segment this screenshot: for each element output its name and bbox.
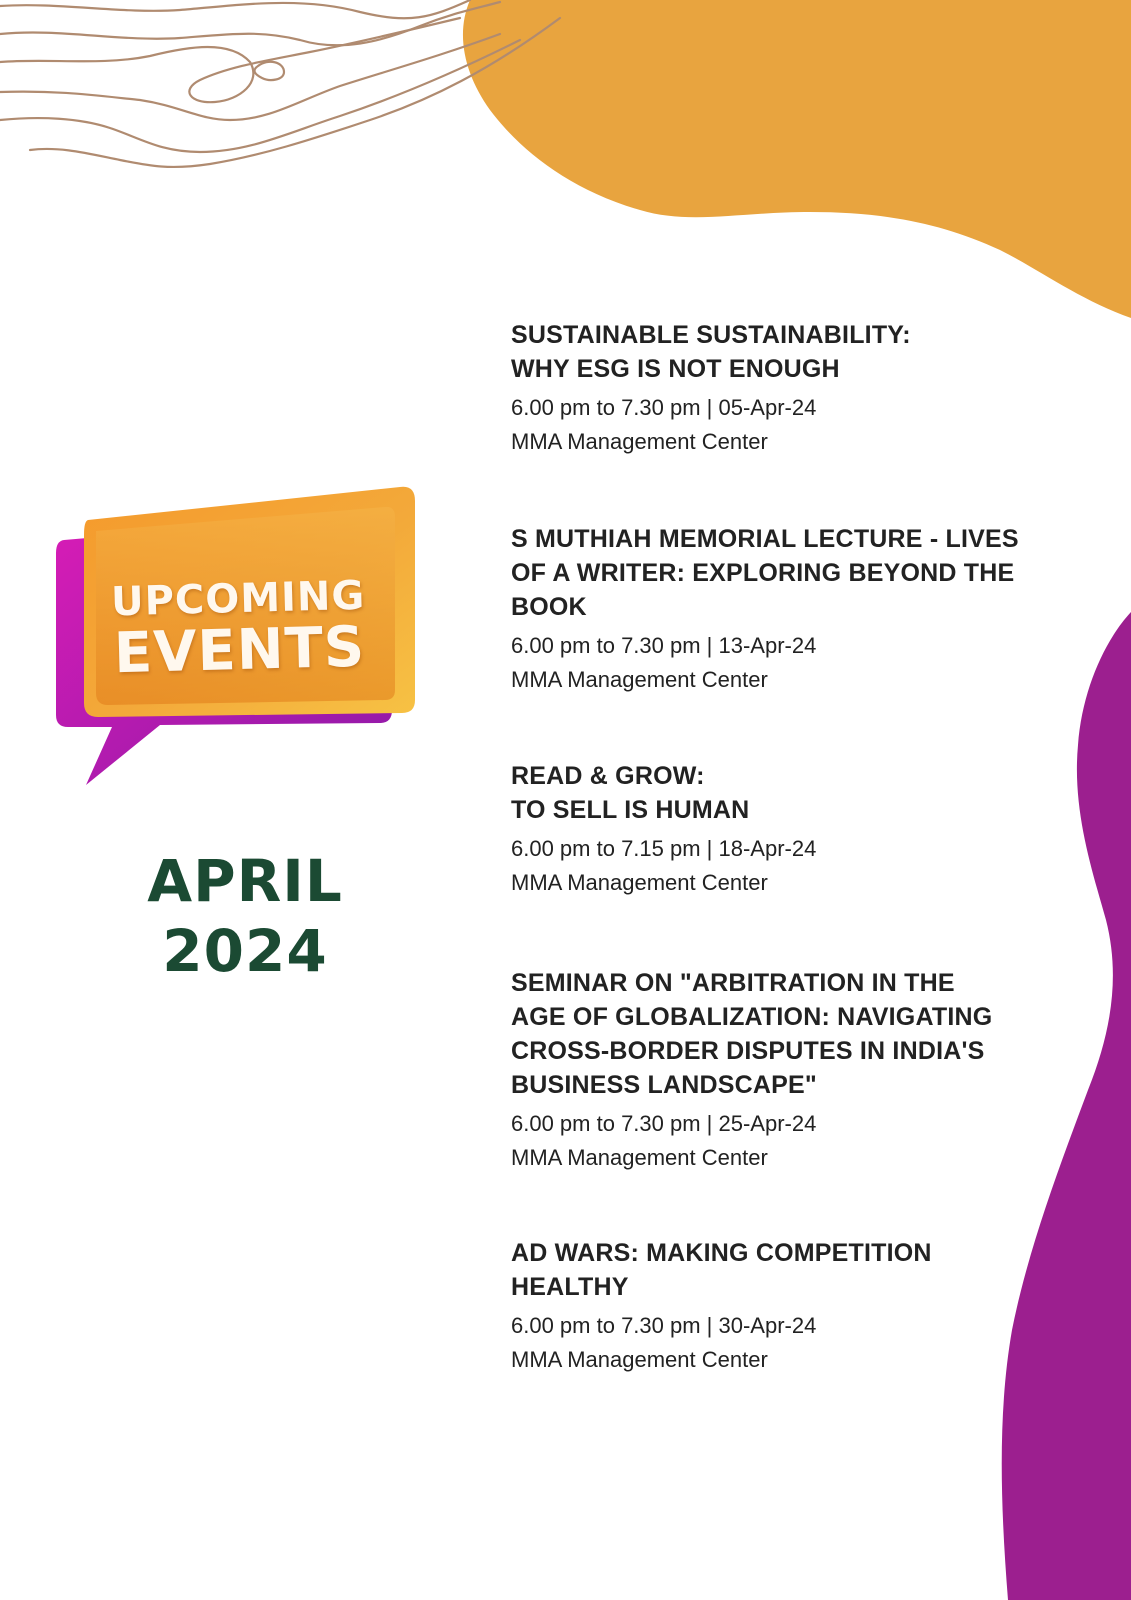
event-time: 6.00 pm to 7.15 pm | 18-Apr-24: [511, 836, 817, 861]
upcoming-events-badge: [50, 485, 420, 790]
event-title-line: AD WARS: MAKING COMPETITION: [511, 1239, 932, 1267]
month-year-heading: [120, 846, 370, 986]
event-item: [511, 759, 1031, 900]
event-title-line: S MUTHIAH MEMORIAL LECTURE - LIVES: [511, 525, 1019, 553]
event-title-line: HEALTHY: [511, 1273, 629, 1301]
year-label: 2024: [162, 917, 328, 985]
event-title-line: SUSTAINABLE SUSTAINABILITY:: [511, 321, 911, 349]
event-venue: MMA Management Center: [511, 429, 768, 454]
event-title-line: OF A WRITER: EXPLORING BEYOND THE: [511, 559, 1015, 587]
event-title-line: BUSINESS LANDSCAPE": [511, 1071, 817, 1099]
event-venue: MMA Management Center: [511, 1347, 768, 1372]
event-title: [511, 318, 1031, 386]
event-time: 6.00 pm to 7.30 pm | 30-Apr-24: [511, 1313, 817, 1338]
event-title: [511, 1236, 1031, 1304]
event-title: [511, 759, 1031, 827]
event-title-line: TO SELL IS HUMAN: [511, 796, 750, 824]
badge-text: [109, 574, 370, 685]
event-title-line: AGE OF GLOBALIZATION: NAVIGATING: [511, 1003, 993, 1031]
event-item: [511, 318, 1031, 459]
event-time: 6.00 pm to 7.30 pm | 25-Apr-24: [511, 1111, 817, 1136]
event-title: [511, 966, 1031, 1102]
event-venue: MMA Management Center: [511, 870, 768, 895]
event-title-line: SEMINAR ON "ARBITRATION IN THE: [511, 969, 955, 997]
event-title-line: READ & GROW:: [511, 762, 705, 790]
event-time: 6.00 pm to 7.30 pm | 05-Apr-24: [511, 395, 817, 420]
event-item: [511, 522, 1031, 697]
orange-blob-shape: [463, 0, 1131, 318]
event-title-line: BOOK: [511, 593, 587, 621]
event-title: [511, 522, 1031, 624]
badge-line-events: EVENTS: [113, 614, 366, 687]
event-item: [511, 966, 1031, 1175]
event-venue: MMA Management Center: [511, 667, 768, 692]
event-venue: MMA Management Center: [511, 1145, 768, 1170]
event-time: 6.00 pm to 7.30 pm | 13-Apr-24: [511, 633, 817, 658]
event-title-line: CROSS-BORDER DISPUTES IN INDIA'S: [511, 1037, 985, 1065]
event-item: [511, 1236, 1031, 1377]
month-label: APRIL: [147, 847, 343, 915]
event-title-line: WHY ESG IS NOT ENOUGH: [511, 355, 840, 383]
badge-line-upcoming: UPCOMING: [110, 572, 366, 626]
